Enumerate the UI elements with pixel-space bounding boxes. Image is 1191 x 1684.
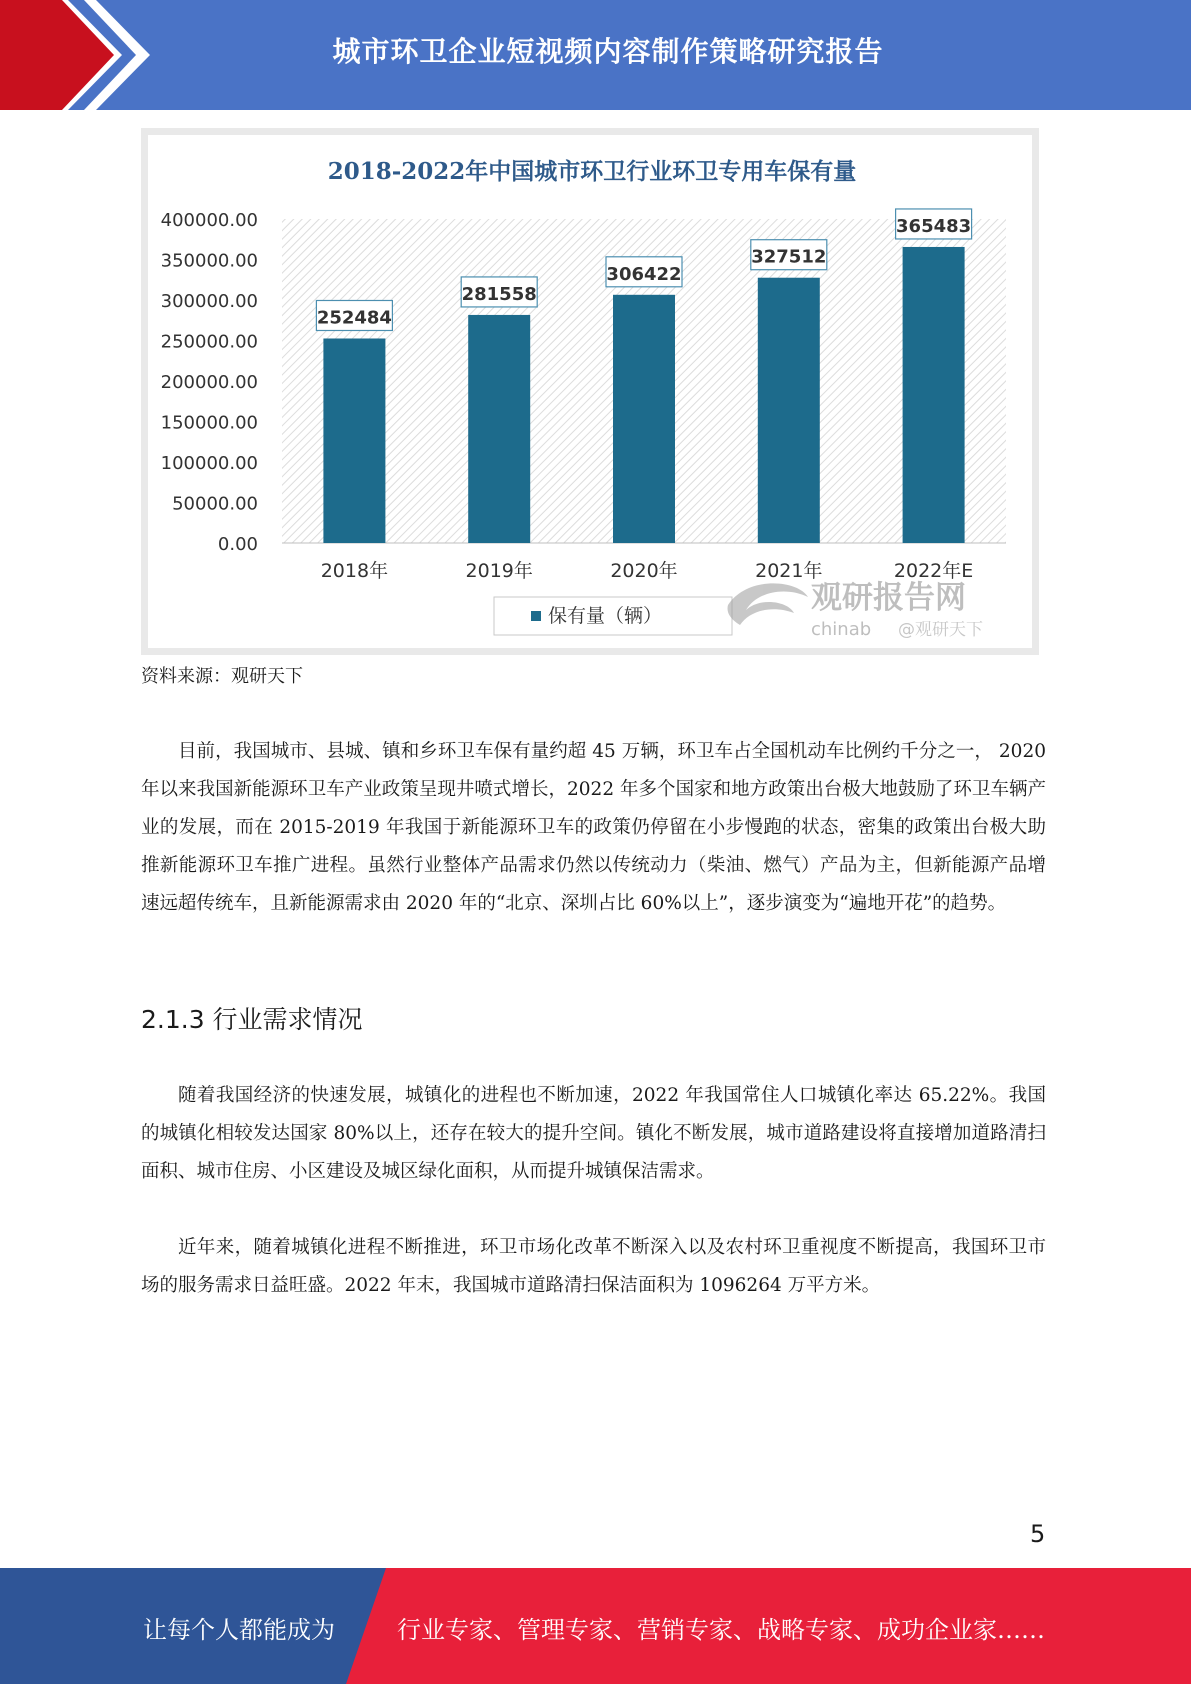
watermark-account: @观研天下 xyxy=(898,620,983,640)
chart-title: 2018-2022年中国城市环卫行业环卫专用车保有量 xyxy=(327,158,857,185)
legend-swatch xyxy=(531,611,541,621)
section-heading: 2.1.3 行业需求情况 xyxy=(141,1005,363,1034)
bar xyxy=(613,295,675,543)
footer-slogan-right: 行业专家、管理专家、营销专家、战略专家、成功企业家…… xyxy=(397,1616,1045,1644)
legend xyxy=(494,597,732,635)
y-tick-label: 150000.00 xyxy=(160,412,258,434)
bar xyxy=(903,247,965,543)
x-tick-label: 2018年 xyxy=(320,560,389,582)
x-tick-label: 2020年 xyxy=(610,560,678,582)
data-label: 281558 xyxy=(461,283,537,305)
watermark-logo xyxy=(728,580,984,640)
x-tick-label: 2021年 xyxy=(755,560,823,582)
paragraph-2: 随着我国经济的快速发展，城镇化的进程也不断加速，2022 年我国常住人口城镇化率达 65.22%。我国的城镇化相较发达国家 80%以上，还存在较大的提升空间。镇化不断发展，城市道路建设将直接增加道路清扫面积、城市住房、小区建设及城区绿化面积，从而提升城镇保洁需求。 xyxy=(141,1085,1046,1182)
chart-figure xyxy=(141,128,1039,655)
page-footer xyxy=(0,1568,1191,1684)
watermark-site: chinab xyxy=(811,619,872,640)
data-label: 365483 xyxy=(896,215,972,237)
y-tick-label: 400000.00 xyxy=(160,210,258,231)
y-tick-label: 200000.00 xyxy=(160,372,258,393)
y-tick-label: 50000.00 xyxy=(172,493,258,515)
bar xyxy=(323,338,385,543)
page-header xyxy=(0,0,1191,110)
page-number: 5 xyxy=(1030,1520,1046,1548)
watermark-brand: 观研报告网 xyxy=(811,580,966,616)
y-tick-label: 350000.00 xyxy=(160,250,258,272)
watermark-swirl-icon xyxy=(728,583,809,625)
paragraph-3: 近年来，随着城镇化进程不断推进，环卫市场化改革不断深入以及农村环卫重视度不断提高，我国环卫市场的服务需求日益旺盛。2022 年末，我国城市道路清扫保洁面积为 1096264 万平方米。 xyxy=(141,1237,1046,1296)
legend-label: 保有量（辆） xyxy=(548,605,663,627)
x-tick-label: 2019年 xyxy=(465,560,533,582)
y-tick-label: 300000.00 xyxy=(160,291,258,312)
x-axis xyxy=(321,560,974,582)
y-tick-label: 0.00 xyxy=(217,534,258,555)
data-label: 327512 xyxy=(751,246,827,268)
bar xyxy=(758,278,820,543)
report-title: 城市环卫企业短视频内容制作策略研究报告 xyxy=(332,35,884,68)
bar-chart xyxy=(148,135,1032,648)
paragraph-1: 目前，我国城市、县城、镇和乡环卫车保有量约超 45 万辆，环卫车占全国机动车比例约千分之一， 2020 年以来我国新能源环卫车产业政策呈现井喷式增长，2022 年多个国家和地方政策出台极大地鼓励了环卫车辆产业的发展，而在 2015-2019 年我国于新能源环卫车的政策仍停留在小步慢跑的状态，密集的政策出台极大助推新能源环卫车推广进程。虽然行业整体产品需求仍然以传统动力（柴油、燃气）产品为主，但新能源产品增速远超传统车，且新能源需求由 2020 年的“北京、深圳占比 60%以上”，逐步演变为“遍地开花”的趋势。 xyxy=(141,741,1046,914)
y-tick-label: 250000.00 xyxy=(160,331,258,353)
bar xyxy=(468,315,530,543)
footer-slogan-left: 让每个人都能成为 xyxy=(143,1616,335,1644)
data-label: 252484 xyxy=(316,307,392,329)
data-label: 306422 xyxy=(606,263,682,285)
figure-caption: 资料来源：观研天下 xyxy=(141,666,303,687)
y-tick-label: 100000.00 xyxy=(160,453,258,474)
x-tick-label: 2022年E xyxy=(893,560,974,582)
chart-panel xyxy=(148,135,1032,648)
